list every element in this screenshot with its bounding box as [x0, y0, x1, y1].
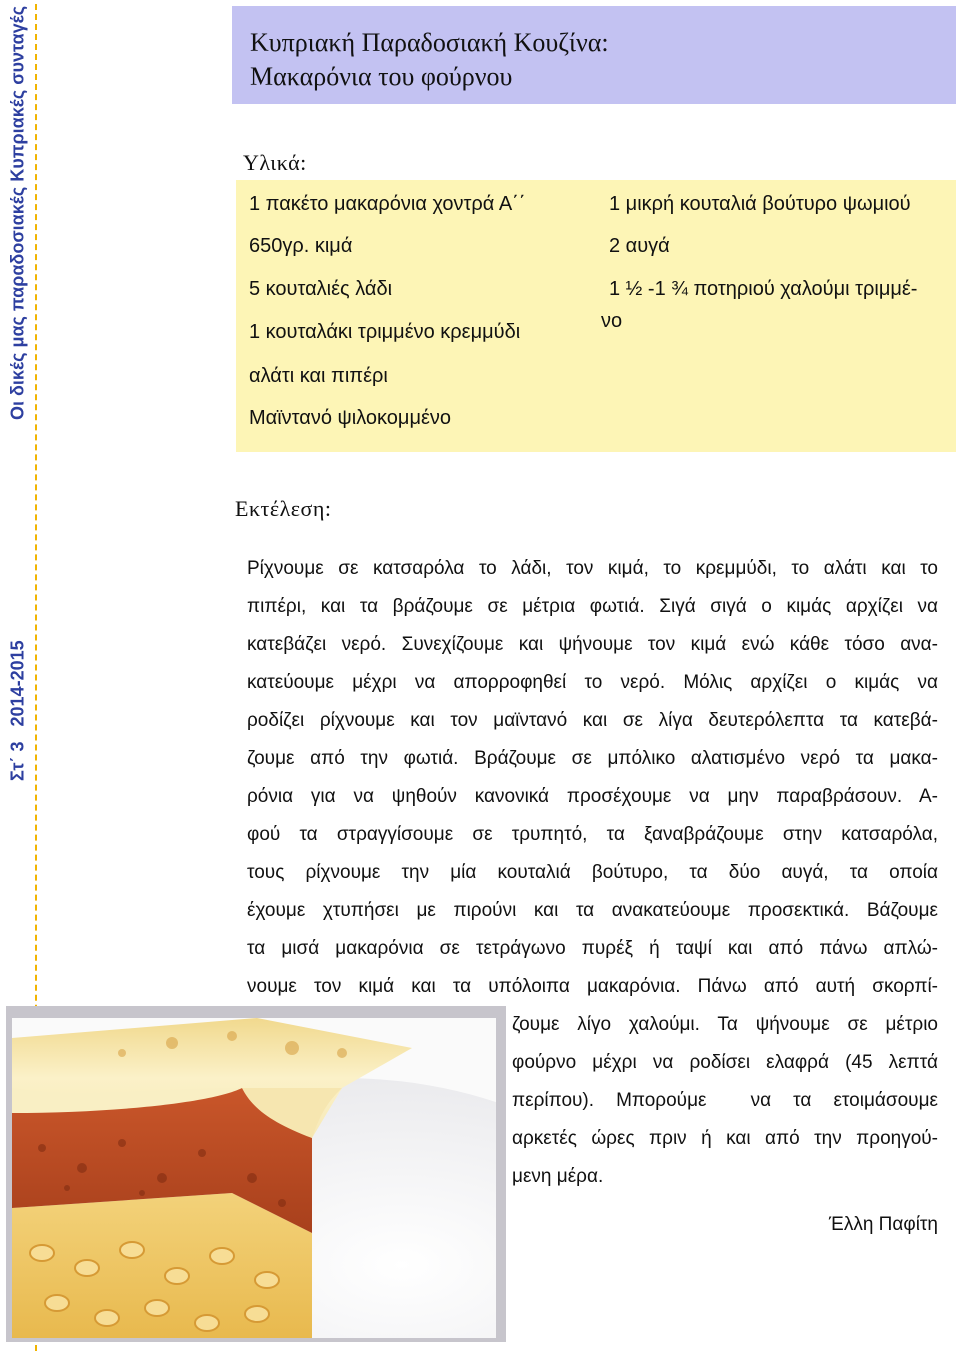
method-heading: Εκτέλεση:	[235, 496, 332, 521]
method-line: πιπέρι, και τα βράζουμε σε μέτρια φωτιά. Σιγά σιγά ο κιμάς αρχίζει να	[247, 596, 938, 617]
ingredient-item: 1 μικρή κουταλιά βούτυρο ψωμιού	[609, 193, 911, 215]
method-line: αρκετές ώρες πριν ή και από την προηγού-	[512, 1128, 938, 1149]
ingredient-item: 5 κουταλιές λάδι	[249, 278, 393, 300]
method-line: ρόνια για να ψηθούν κανονικά προσέχουμε να μην παραβράσουν. Α-	[247, 786, 938, 807]
method-line: φούρνο μέχρι να ροδίσει ελαφρά (45 λεπτά	[512, 1052, 938, 1073]
title-line-1: Κυπριακή Παραδοσιακή Κουζίνα:	[250, 28, 609, 57]
method-line: ροδίζει ρίχνουμε και τον μαϊντανό και σε λίγα δευτερόλεπτα τα κατεβά-	[247, 710, 938, 731]
method-line: Ρίχνουμε σε κατσαρόλα το λάδι, τον κιμά, το κρεμμύδι, το αλάτι και το	[247, 558, 938, 579]
method-line: νουμε τον κιμά και τα υπόλοιπα μακαρόνια. Πάνω από αυτή σκορπί-	[247, 976, 938, 997]
method-text	[247, 550, 938, 1006]
method-text-continued	[512, 1006, 938, 1196]
title-line-2: Μακαρόνια του φούρνου	[250, 62, 513, 91]
method-line: φού τα στραγγίσουμε σε τρυπητό, τα ξαναβράζουμε στην κατσαρόλα,	[247, 824, 938, 845]
pastitsio-photo	[12, 1018, 496, 1338]
series-title: Οι δικές μας παραδοσιακές Κυπριακές συνταγές	[7, 6, 28, 421]
author-signature: Έλλη Παφίτη	[828, 1214, 938, 1235]
ingredient-item: 2 αυγά	[609, 235, 670, 257]
ingredient-item: νο	[601, 310, 623, 332]
method-line: τους ρίχνουμε την μία κουταλιά βούτυρο, τα δύο αυγά, τα οποία	[247, 862, 938, 883]
ingredient-item: 1 κουταλάκι τριμμένο κρεμμύδι	[249, 321, 521, 343]
ingredient-item: 650γρ. κιμά	[249, 235, 353, 257]
method-line: τα μισά μακαρόνια σε τετράγωνο πυρέξ ή ταψί και από πάνω απλώ-	[247, 938, 938, 959]
method-line: κατεβάζει νερό. Συνεχίζουμε και ψήνουμε τον κιμά ενώ κάθε τόσο ανα-	[247, 634, 938, 655]
ingredient-item: Μαϊντανό ψιλοκομμένο	[249, 407, 452, 429]
ingredient-item: αλάτι και πιπέρι	[249, 365, 388, 387]
page-title	[232, 6, 956, 104]
method-line: περίπου). Μπορούμε να τα ετοιμάσουμε	[512, 1090, 938, 1111]
method-line: μενη μέρα.	[512, 1166, 604, 1187]
ingredients-heading: Υλικά:	[243, 150, 307, 175]
method-line: κατεύουμε μέχρι να απορροφηθεί το νερό. Μόλις αρχίζει ο κιμάς να	[247, 672, 938, 693]
ingredients-box	[236, 180, 956, 452]
class-year: Στ΄ 3 2014-2015	[7, 640, 28, 781]
ingredient-item: 1 πακέτο μακαρόνια χοντρά Α΄΄	[249, 193, 526, 215]
method-line: ζουμε λίγο χαλούμι. Τα ψήνουμε σε μέτριο	[512, 1014, 938, 1035]
method-line: έχουμε χτυπήσει με πιρούνι και τα ανακατεύουμε προσεκτικά. Βάζουμε	[247, 900, 938, 921]
ingredient-item: 1 ½ -1 ¾ ποτηριού χαλούμι τριμμέ-	[609, 278, 918, 300]
method-line: ζουμε από την φωτιά. Βράζουμε σε μπόλικο αλατισμένο νερό τα μακα-	[247, 748, 938, 769]
pastitsio-illustration	[12, 1018, 496, 1338]
